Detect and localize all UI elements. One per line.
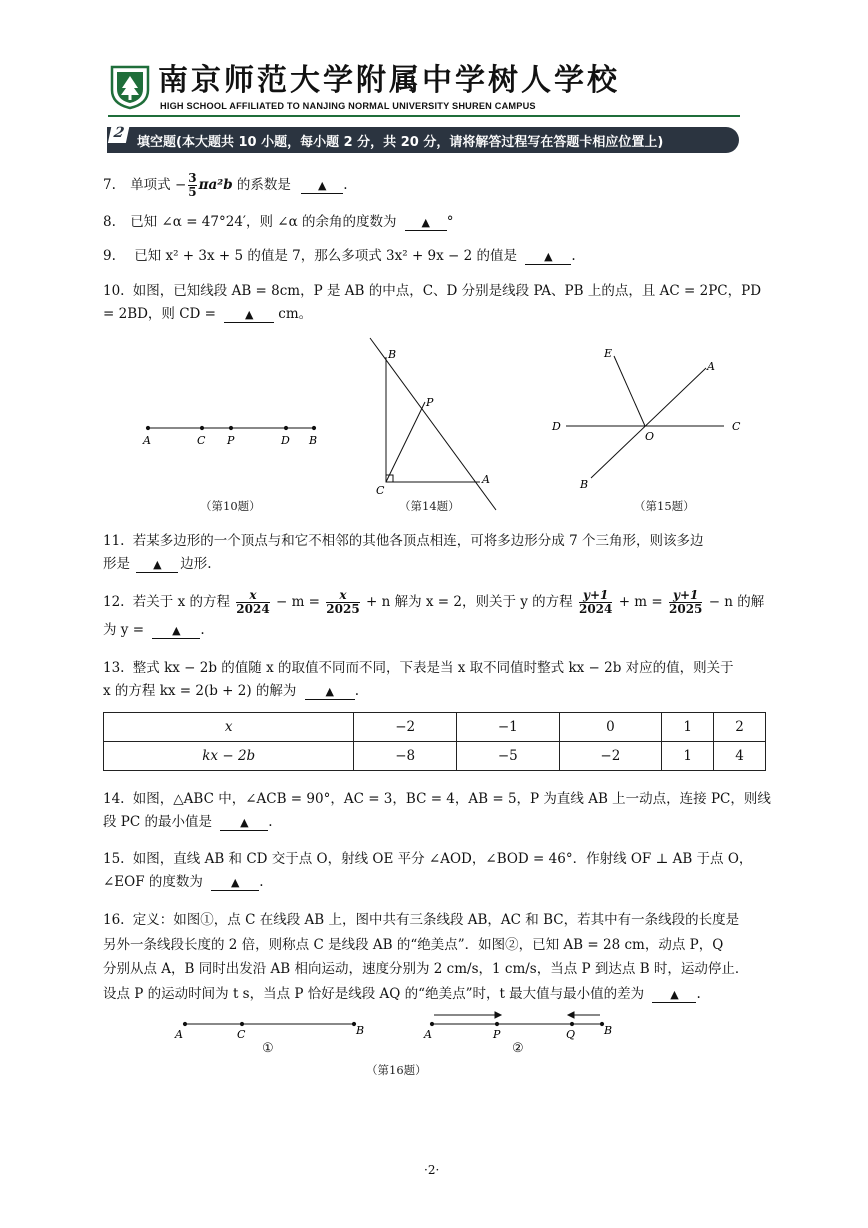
q14-answer-blank[interactable]: ▲	[220, 816, 268, 831]
q12-text-e: − n 的解	[708, 594, 765, 610]
fig15-label-D: D	[552, 420, 561, 433]
q15-line2: ∠EOF 的度数为	[103, 874, 203, 890]
fig15-label-E: E	[604, 347, 613, 360]
question-14: 14. 如图，△ABC 中，∠ACB = 90°，AC = 3，BC = 4，AB = 5，P 为直线 AB 上一动点，连接 PC，则线 段 PC 的最小值是 ▲ .	[103, 791, 771, 830]
q16-line2: 另外一条线段长度的 2 倍，则称点 C 是线段 AB 的“绝美点”．如图②，已知 AB = 28 cm，动点 P，Q	[103, 936, 724, 953]
table-row	[104, 713, 766, 742]
q15-answer-blank[interactable]: ▲	[211, 876, 259, 891]
q14-number: 14.	[103, 791, 125, 807]
q16-number: 16.	[103, 912, 125, 928]
table-cell: −5	[457, 742, 560, 771]
table-row	[104, 742, 766, 771]
q12-text-a: 若关于 x 的方程	[132, 594, 230, 610]
question-12: 12. 若关于 x 的方程 $\frac{x}{2024}$ − m = $\frac{x}{2025}$ + n 解为 x = 2，则关于 y 的方程 $\frac{y+1}{2024}$ + m = $\frac{y+1}{2025}$ − n 的解 为 y = ▲ .	[103, 588, 765, 638]
q11-line2-pre: 形是	[103, 556, 130, 572]
question-11	[103, 530, 773, 576]
fig14-label-B: B	[388, 348, 397, 361]
fig16-diagrams	[0, 1000, 868, 1090]
table-cell: −2	[559, 742, 662, 771]
table-cell: x	[104, 713, 354, 742]
q12-answer-blank[interactable]: ▲	[152, 624, 200, 639]
fig15-label-O: O	[645, 430, 655, 443]
question-15: 15. 如图，直线 AB 和 CD 交于点 O，射线 OE 平分 ∠AOD，∠BOD = 46°．作射线 OF ⊥ AB 于点 O， ∠EOF 的度数为 ▲ .	[103, 851, 753, 890]
q11-line2-post: 边形.	[180, 556, 212, 572]
q8-number: 8.	[103, 214, 116, 230]
table-cell: kx − 2b	[104, 742, 354, 771]
q12-text-c: + n 解为 x = 2，则关于 y 的方程	[366, 594, 573, 610]
q7-text: 单项式 −	[130, 177, 187, 193]
fig15-caption: （第15题）	[634, 499, 695, 513]
table-cell: 4	[714, 742, 766, 771]
fig16-diagram-1	[183, 1022, 355, 1025]
question-7: 7. 单项式 − $\frac{3}{5}$ πa²b 的系数是 ▲ .	[103, 171, 348, 199]
q8-text: 已知 ∠α = 47°24′，则 ∠α 的余角的度数为	[130, 214, 397, 230]
q9-text: 已知 x² + 3x + 5 的值是 7，那么多项式 3x² + 9x − 2 的值是	[134, 248, 518, 264]
fig15-lines	[566, 356, 724, 478]
q13-value-table	[103, 712, 766, 771]
fig16-label-C1: C	[237, 1028, 246, 1041]
q12-fraction-2: $\frac{x}{2025}$	[326, 588, 360, 616]
fig14-label-C: C	[376, 484, 385, 497]
q10-line1: 如图，已知线段 AB = 8cm，P 是 AB 的中点，C、D 分别是线段 PA、PB 上的点，且 AC = 2PC，PD	[132, 283, 762, 299]
fig10-label-P: P	[227, 434, 235, 447]
q11-line1: 若某多边形的一个顶点与和它不相邻的其他各顶点相连，可将多边形分成 7 个三角形，则该多边	[132, 533, 704, 549]
fig16-label-A1: A	[175, 1028, 183, 1041]
fig14-triangle	[370, 338, 496, 510]
q10-line2: = 2BD，则 CD =	[103, 306, 216, 322]
q16-line3: 分别从点 A，B 同时出发沿 AB 相向运动，速度分别为 2 cm/s，1 cm/s，当点 P 到达点 B 时，运动停止．	[103, 961, 749, 977]
fig15-label-A: A	[707, 360, 715, 373]
q7-answer-blank[interactable]: ▲	[301, 179, 343, 194]
table-cell: 1	[662, 742, 714, 771]
fig10-label-A: A	[143, 434, 151, 447]
question-16: 16. 定义：如图①，点 C 在线段 AB 上，图中共有三条线段 AB，AC 和 BC，若其中有一条线段的长度是 另外一条线段长度的 2 倍，则称点 C 是线段 AB 的“绝美点”．如图②，已知 AB = 28 cm，动点 P，Q 分别从点 A，B 同时出发沿 AB 相向运动，速度分别为 2 cm/s，1 cm/s，当点 P 到达点 B 时，运动停止． 设点 P 的运动时间为 t s，当点 P 恰好是线段 AQ 的“绝美点”时，t 最大值与最小值的差为 ▲ .	[103, 912, 749, 1002]
fig10-segment	[146, 426, 315, 429]
school-name-cn: 南京师范大学附属中学树人学校	[158, 63, 620, 98]
page-number: ·2·	[424, 1163, 440, 1177]
section-number: 2	[108, 123, 130, 143]
table-cell: 1	[662, 713, 714, 742]
q14-line2: 段 PC 的最小值是	[103, 814, 212, 830]
q16-answer-blank[interactable]: ▲	[652, 988, 696, 1003]
section-title: 填空题(本大题共 10 小题，每小题 2 分，共 20 分，请将解答过程写在答题卡相应位置上)	[137, 135, 664, 150]
fig15-label-C: C	[732, 420, 741, 433]
q12-fraction-4: $\frac{y+1}{2025}$	[669, 588, 703, 616]
q12-line2: 为 y =	[103, 622, 145, 638]
q11-number: 11.	[103, 533, 125, 549]
table-cell: 2	[714, 713, 766, 742]
q8-answer-blank[interactable]: ▲	[405, 216, 447, 231]
q12-text-d: + m =	[618, 594, 663, 610]
q10-unit: cm。	[278, 306, 313, 322]
question-9: 9. 已知 x² + 3x + 5 的值是 7，那么多项式 3x² + 9x − 2 的值是 ▲ .	[103, 248, 576, 264]
fig10-label-D: D	[281, 434, 290, 447]
fig14-caption: （第14题）	[399, 499, 460, 513]
table-cell: −1	[457, 713, 560, 742]
fig16-caption: （第16题）	[366, 1063, 427, 1077]
fig16-label-B2: B	[604, 1024, 613, 1037]
q7-number: 7.	[103, 177, 116, 193]
q7-expression: πa²b	[198, 177, 233, 193]
q13-number: 13.	[103, 660, 125, 676]
q13-line1: 整式 kx − 2b 的值随 x 的取值不同而不同，下表是当 x 取不同值时整式 kx − 2b 对应的值，则关于	[132, 660, 734, 676]
fig16-diagram-2	[430, 1012, 603, 1026]
fig10-label-C: C	[197, 434, 206, 447]
q14-line1: 如图，△ABC 中，∠ACB = 90°，AC = 3，BC = 4，AB = 5，P 为直线 AB 上一动点，连接 PC，则线	[132, 791, 771, 807]
q12-text-b: − m =	[275, 594, 320, 610]
q10-number: 10.	[103, 283, 125, 299]
q9-answer-blank[interactable]: ▲	[525, 250, 571, 265]
school-name-en: HIGH SCHOOL AFFILIATED TO NANJING NORMAL UNIVERSITY SHUREN CAMPUS	[160, 101, 536, 111]
table-cell: −2	[354, 713, 457, 742]
fig16-label-Q2: Q	[566, 1028, 576, 1041]
figures-row	[0, 0, 868, 520]
q15-line1: 如图，直线 AB 和 CD 交于点 O，射线 OE 平分 ∠AOD，∠BOD = 46°．作射线 OF ⊥ AB 于点 O，	[132, 851, 753, 867]
q16-line1: 定义：如图①，点 C 在线段 AB 上，图中共有三条线段 AB，AC 和 BC，若其中有一条线段的长度是	[132, 912, 740, 928]
fig10-caption: （第10题）	[200, 499, 261, 513]
q9-number: 9.	[103, 248, 116, 264]
fig14-label-A: A	[482, 473, 490, 486]
fig14-label-P: P	[426, 396, 434, 409]
q15-number: 15.	[103, 851, 125, 867]
fig16-label-A2: A	[424, 1028, 432, 1041]
q7-text-post: 的系数是	[232, 177, 291, 193]
q10-answer-blank[interactable]: ▲	[224, 308, 274, 323]
q8-degree: °	[446, 214, 454, 230]
fig16-mark-1: ①	[262, 1041, 274, 1056]
q11-answer-blank[interactable]: ▲	[136, 558, 178, 573]
question-13: 13. 整式 kx − 2b 的值随 x 的取值不同而不同，下表是当 x 取不同值时整式 kx − 2b 对应的值，则关于 x 的方程 kx = 2(b + 2) 的解为 ▲ .	[103, 660, 734, 699]
table-cell: −8	[354, 742, 457, 771]
q13-line2: x 的方程 kx = 2(b + 2) 的解为	[103, 683, 297, 699]
q7-fraction: $\frac{3}{5}$	[188, 171, 197, 199]
fig10-label-B: B	[309, 434, 318, 447]
q16-line4: 设点 P 的运动时间为 t s，当点 P 恰好是线段 AQ 的“绝美点”时，t 最大值与最小值的差为	[103, 985, 645, 1002]
table-cell: 0	[559, 713, 662, 742]
q12-fraction-3: $\frac{y+1}{2024}$	[578, 588, 613, 616]
fig15-label-B: B	[580, 478, 589, 491]
q13-answer-blank[interactable]: ▲	[305, 685, 355, 700]
fig16-label-B1: B	[356, 1024, 365, 1037]
fig16-mark-2: ②	[512, 1041, 524, 1056]
q12-fraction-1: $\frac{x}{2024}$	[236, 588, 270, 616]
fig16-label-P2: P	[493, 1028, 501, 1041]
q12-number: 12.	[103, 594, 125, 610]
